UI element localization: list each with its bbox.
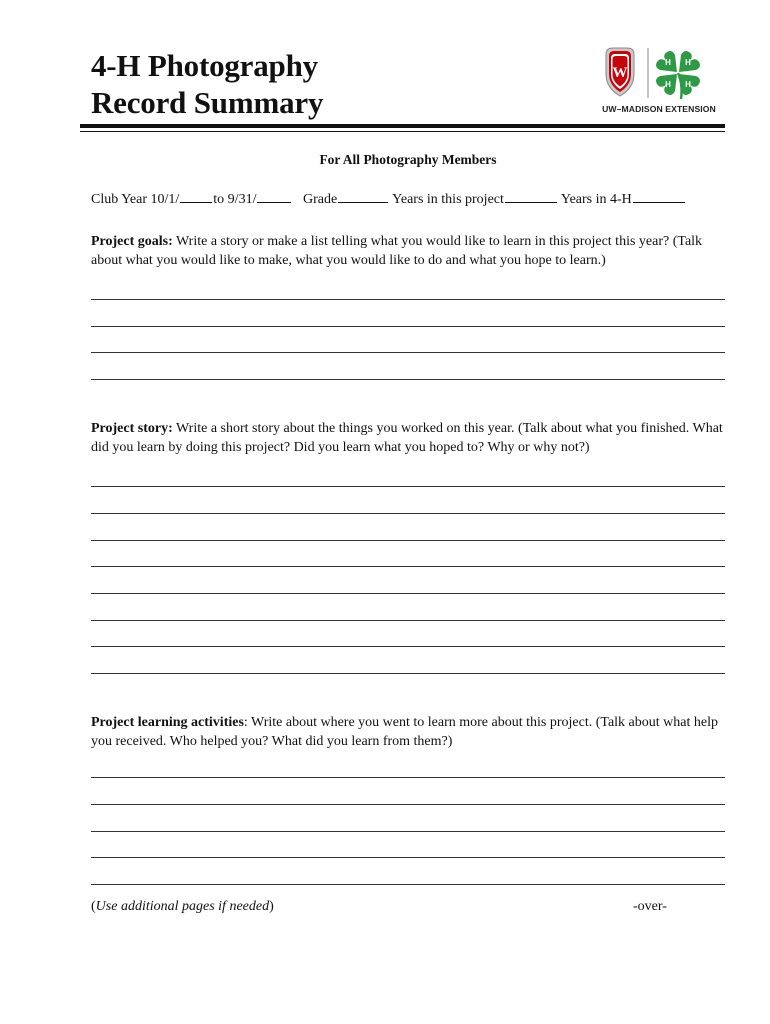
activities-writing-line[interactable] [91, 831, 725, 832]
svg-text:H: H [665, 58, 671, 67]
story-writing-line[interactable] [91, 646, 725, 647]
years-in-4h-label: Years in 4-H [560, 192, 632, 207]
activities-writing-line[interactable] [91, 804, 725, 805]
svg-text:W: W [612, 65, 628, 81]
story-writing-line[interactable] [91, 673, 725, 674]
activities-writing-line[interactable] [91, 884, 725, 885]
activities-writing-line[interactable] [91, 777, 725, 778]
additional-pages-note: (Use additional pages if needed) [91, 899, 274, 914]
form-subheading: For All Photography Members [319, 152, 497, 167]
page-title-line-1: 4-H Photography [91, 48, 318, 83]
four-leaf-clover-icon [656, 51, 700, 99]
uw-crest-icon [606, 48, 634, 96]
page-title-line-2: Record Summary [91, 85, 324, 120]
club-year-start-field[interactable] [180, 188, 212, 203]
story-writing-line[interactable] [91, 566, 725, 567]
learning-activities-prompt [91, 713, 727, 751]
project-story-text: Write a short story about the things you worked on this year. (Talk about what you finished. What did you learn by doing this project? Did you learn what you hoped to? Why or why not?) [91, 421, 723, 455]
club-year-to-label: to 9/31/ [213, 192, 257, 207]
over-page-indicator: -over- [633, 899, 667, 914]
svg-text:H: H [665, 80, 671, 89]
grade-field[interactable] [338, 188, 388, 203]
story-writing-line[interactable] [91, 620, 725, 621]
club-info-line [91, 188, 731, 208]
learning-activities-heading: Project learning activities [91, 715, 244, 730]
project-story-heading: Project story: [91, 421, 173, 436]
header-rule-thick [80, 124, 725, 128]
goals-writing-line[interactable] [91, 299, 725, 300]
header-rule-thin [80, 131, 725, 132]
story-writing-line[interactable] [91, 540, 725, 541]
story-writing-line[interactable] [91, 486, 725, 487]
uw-madison-extension-logo [597, 44, 721, 120]
grade-label: Grade [302, 192, 338, 207]
goals-writing-line[interactable] [91, 326, 725, 327]
svg-text:H: H [685, 80, 691, 89]
years-in-project-field[interactable] [505, 188, 557, 203]
activities-writing-line[interactable] [91, 857, 725, 858]
project-goals-prompt [91, 232, 727, 270]
project-goals-text: Write a story or make a list telling what you would like to learn in this project this year? (Talk about what you would like to make, what you would like to do and what you hope to learn.) [91, 234, 703, 268]
story-writing-line[interactable] [91, 593, 725, 594]
club-year-end-field[interactable] [257, 188, 291, 203]
club-year-label: Club Year 10/1/ [91, 192, 180, 207]
years-in-project-label: Years in this project [392, 192, 504, 207]
goals-writing-line[interactable] [91, 379, 725, 380]
goals-writing-line[interactable] [91, 352, 725, 353]
learning-activities-text: : Write about where you went to learn more about this project. (Talk about what help you received. Who helped you? What did you learn from them?) [91, 715, 718, 749]
svg-text:H: H [685, 58, 691, 67]
logo-caption: UW–MADISON EXTENSION [602, 104, 716, 114]
logo-graphic [597, 44, 721, 104]
project-story-prompt [91, 419, 727, 457]
project-goals-heading: Project goals: [91, 234, 173, 249]
story-writing-line[interactable] [91, 513, 725, 514]
years-in-4h-field[interactable] [633, 188, 685, 203]
